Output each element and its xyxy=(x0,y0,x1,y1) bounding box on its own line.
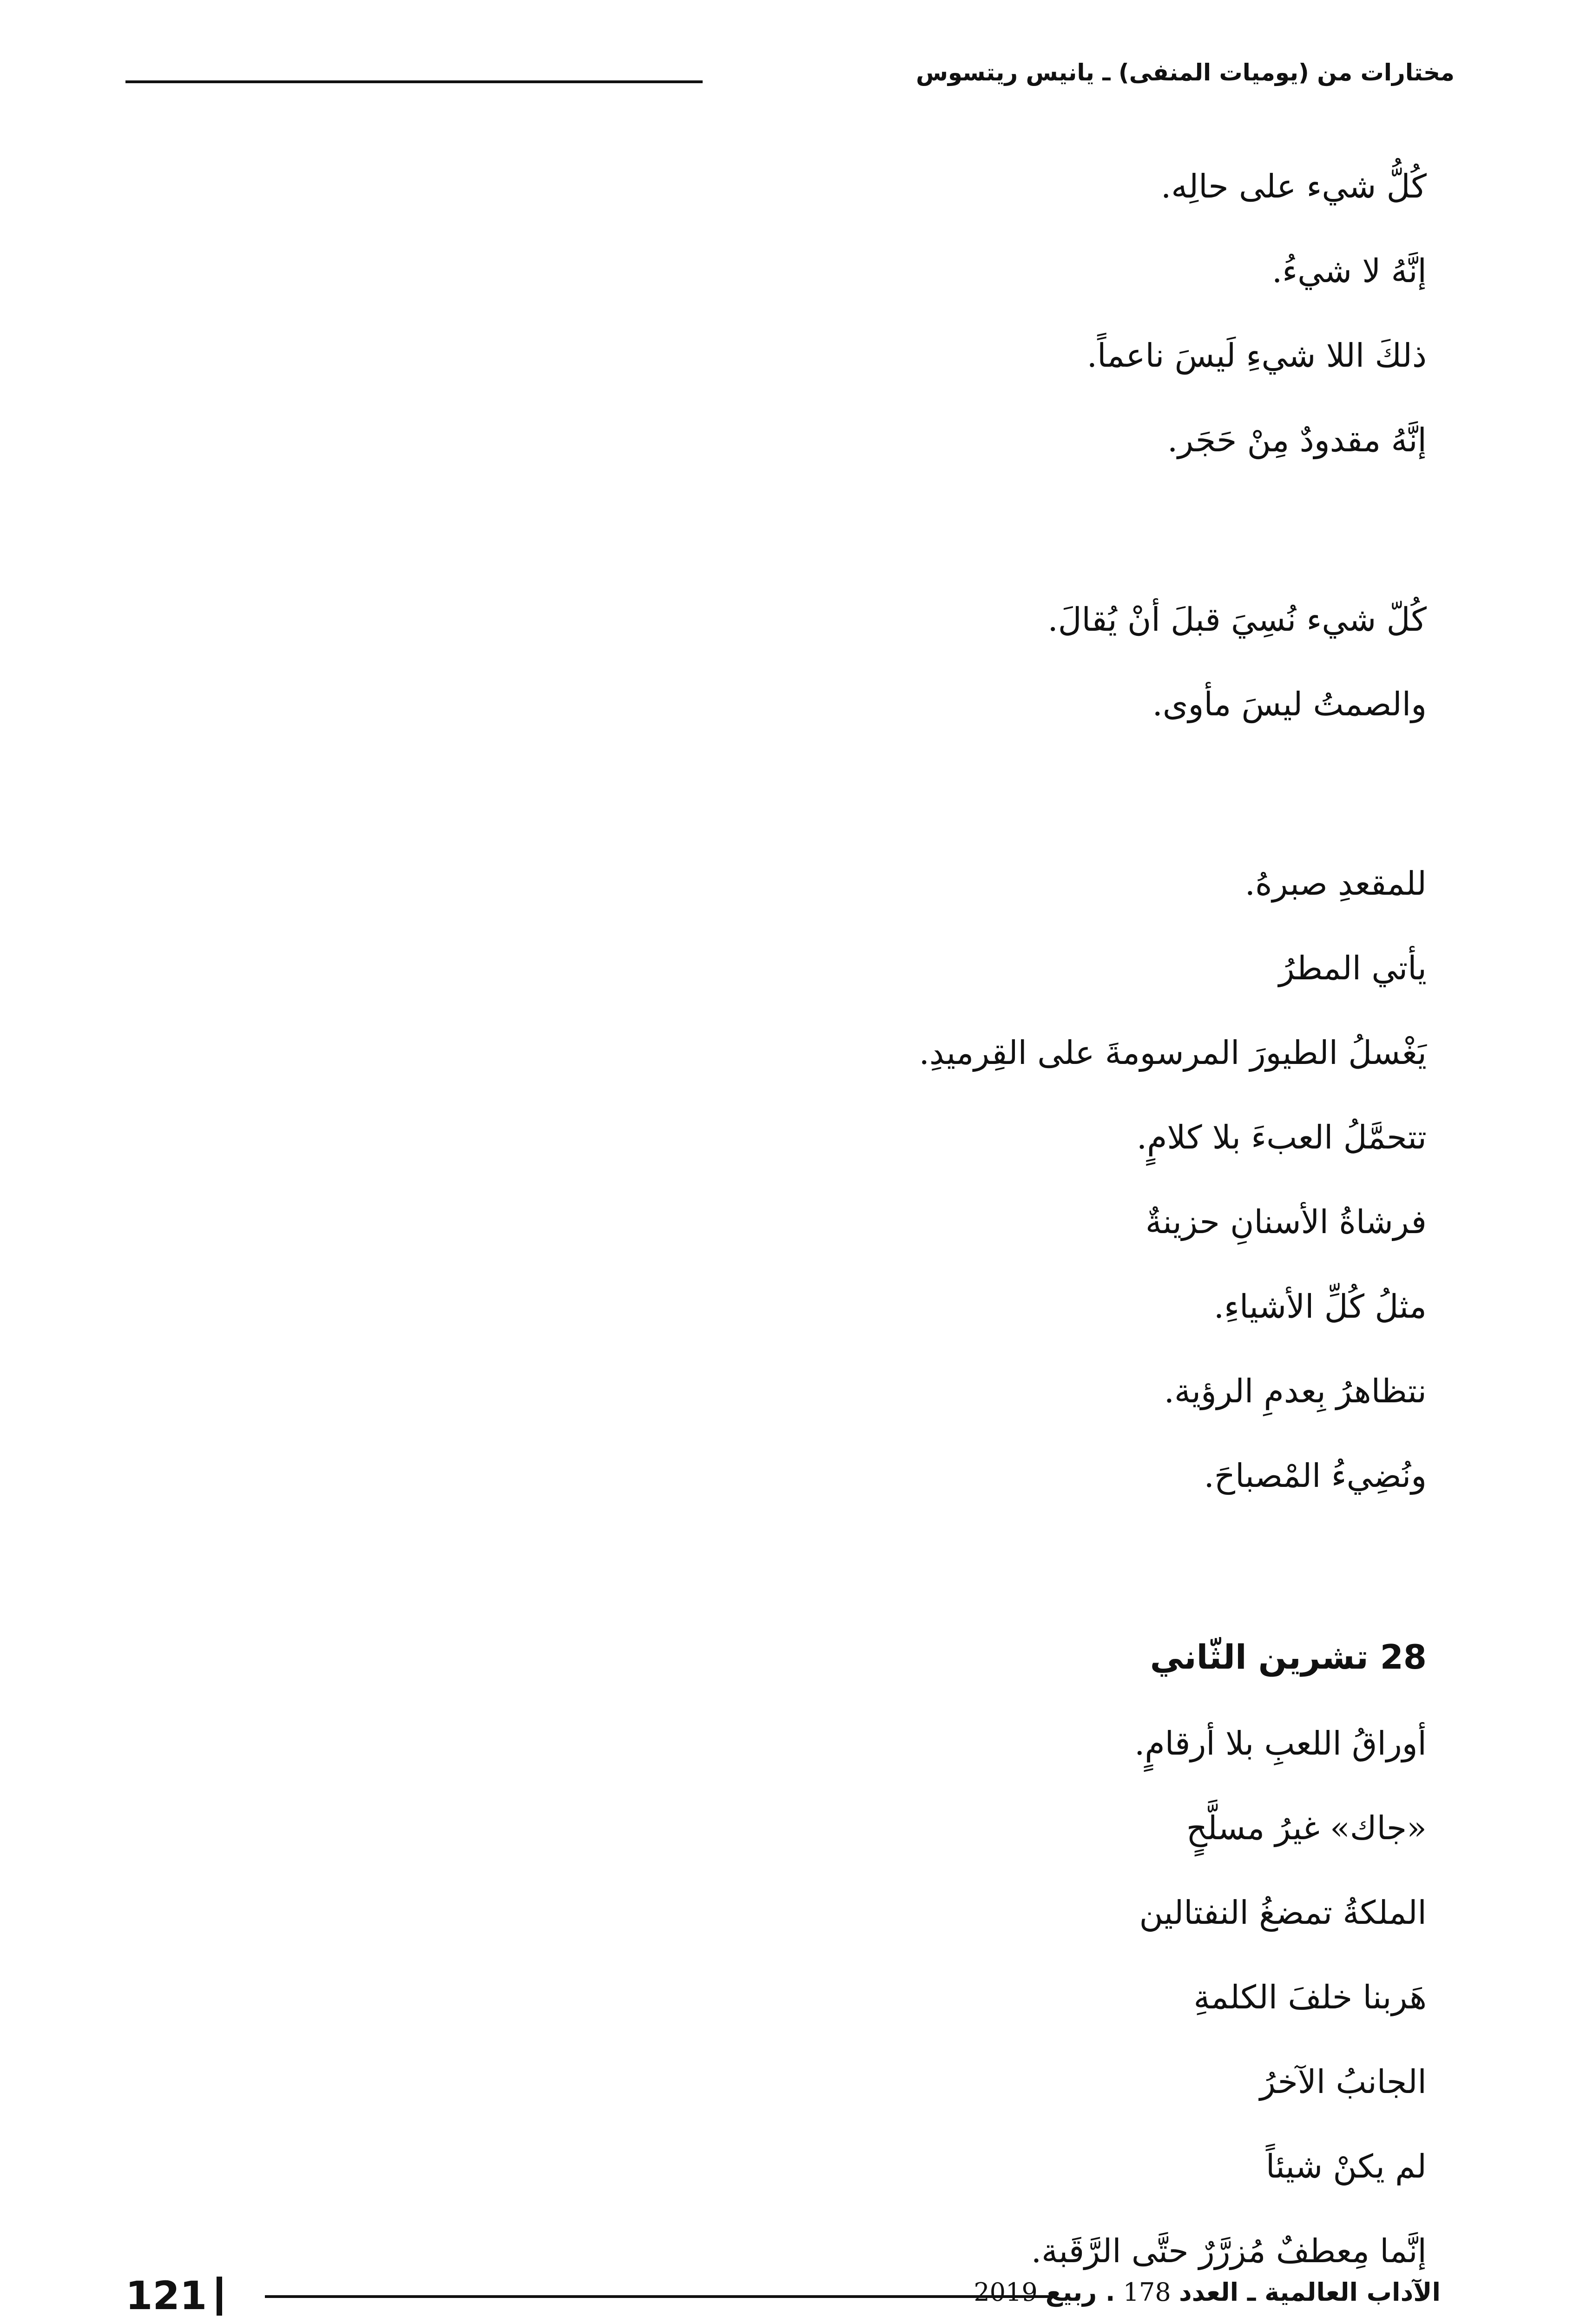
poem-line: للمقعدِ صبرهُ. xyxy=(1244,865,1427,903)
stanza-1 xyxy=(265,144,1427,482)
poem-line: يأتي المطرُ xyxy=(1278,949,1427,987)
poem-line: والصمتُ ليسَ مأوى. xyxy=(1152,685,1427,723)
stanza-2 xyxy=(265,577,1427,746)
issue-number: 178 xyxy=(1123,2278,1171,2307)
poem-line: فرشاةُ الأسنانِ حزينةٌ xyxy=(1145,1203,1427,1241)
poem-line: إنَّهُ مقدودٌ مِنْ حَجَر. xyxy=(1167,421,1427,459)
poem-line: تتحمَّلُ العبءَ بلا كلامٍ. xyxy=(1136,1118,1427,1156)
journal-name: الآداب العالمية ـ العدد xyxy=(1178,2278,1441,2307)
poem-line: كُلُّ شيء على حالِه. xyxy=(1161,167,1427,205)
section-heading: 28 تشرين الثّاني xyxy=(1150,1637,1427,1677)
stanza-3 xyxy=(265,841,1427,1518)
footer-rule xyxy=(265,2295,1055,2298)
page-footer xyxy=(125,2268,1441,2324)
poem-line: إنَّما مِعطفٌ مُزرَّرٌ حتَّى الرَّقَبة. xyxy=(1031,2232,1427,2270)
poem-line: نتظاهرُ بِعدمِ الرؤية. xyxy=(1164,1372,1427,1410)
poem-line: «جاك» غيرُ مسلَّحٍ xyxy=(1186,1809,1427,1847)
poem-line: كُلّ شيء نُسِيَ قبلَ أنْ يُقالَ. xyxy=(1047,601,1427,639)
poem-line: إنَّهُ لا شيءُ. xyxy=(1271,252,1427,290)
page-number-separator xyxy=(217,2277,222,2316)
header-title: مختارات من (يوميات المنفى) ـ يانيس ريتسوس xyxy=(915,59,1455,86)
running-header xyxy=(125,53,1455,105)
poem-line: ونُضِيءُ المْصباحَ. xyxy=(1204,1457,1427,1495)
header-rule xyxy=(125,80,703,83)
issue-year: 2019 xyxy=(974,2278,1038,2307)
season-label: . ربيع xyxy=(1045,2278,1115,2307)
poem-line: الملكةُ تمضغُ النفتالين xyxy=(1139,1894,1427,1932)
journal-info xyxy=(974,2278,1441,2307)
poem-line: ذلكَ اللا شيءِ لَيسَ ناعماً. xyxy=(1086,337,1427,375)
poem-line: لم يكنْ شيئاً xyxy=(1265,2147,1427,2185)
stanza-gap xyxy=(265,1518,1427,1613)
page-number: 121 xyxy=(125,2273,207,2318)
poem-line: يَغْسلُ الطيورَ المرسومةَ على القِرميدِ. xyxy=(919,1034,1427,1072)
poem-line: أوراقُ اللعبِ بلا أرقامٍ. xyxy=(1134,1724,1427,1763)
poem-line: هَربنا خلفَ الكلمةِ xyxy=(1193,1978,1427,2016)
poem-body xyxy=(265,144,1427,2293)
poem-line: مثلُ كُلِّ الأشياءِ. xyxy=(1213,1287,1427,1326)
stanza-gap xyxy=(265,482,1427,577)
stanza-4 xyxy=(265,1701,1427,2293)
stanza-gap xyxy=(265,746,1427,841)
poem-line: الجانبُ الآخرُ xyxy=(1259,2063,1427,2101)
